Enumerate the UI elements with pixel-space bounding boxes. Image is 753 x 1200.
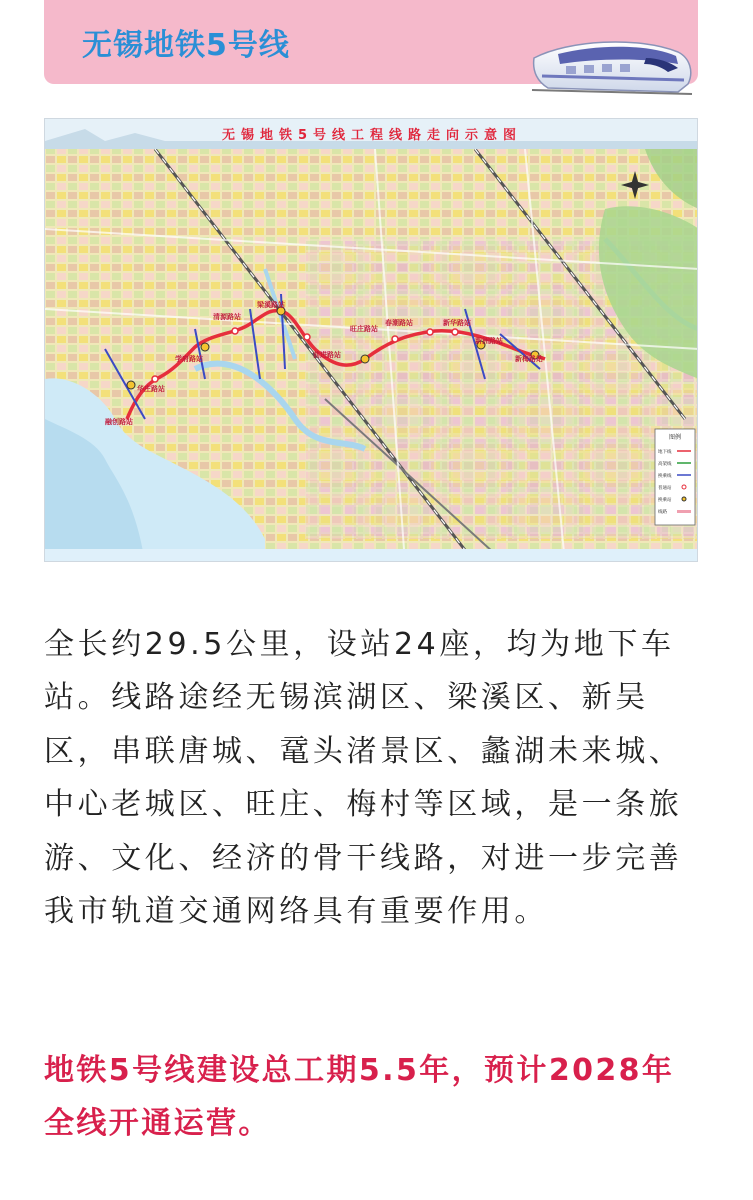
svg-text:高架线: 高架线 — [658, 462, 672, 467]
station-label: 旺庄路站 — [350, 325, 378, 333]
page-title: 无锡地铁5号线 — [82, 28, 290, 63]
route-map — [44, 118, 698, 562]
svg-text:线路: 线路 — [658, 510, 667, 515]
svg-text:图例: 图例 — [668, 434, 682, 441]
station-label: 清源路站 — [213, 313, 241, 321]
map-legend — [655, 429, 695, 525]
header-banner — [44, 0, 698, 84]
station-label: 融创路站 — [105, 418, 133, 426]
station-label: 前进路站 — [313, 351, 341, 359]
train-icon — [528, 32, 696, 98]
station-label: 华庄路站 — [137, 385, 165, 393]
map-title: 无锡地铁5号线工程线路走向示意图 — [221, 128, 523, 143]
route-map-svg — [45, 119, 698, 562]
station-label: 新洲路站 — [475, 337, 503, 345]
station-label: 学府路站 — [175, 355, 203, 363]
svg-text:普通站: 普通站 — [658, 486, 672, 491]
station-label: 新梅路站 — [515, 355, 543, 363]
svg-text:地下线: 地下线 — [658, 450, 672, 455]
svg-text:换乘线: 换乘线 — [658, 474, 672, 479]
svg-text:换乘站: 换乘站 — [658, 498, 672, 503]
station-label: 新华路站 — [443, 319, 471, 327]
highlight-paragraph: 地铁5号线建设总工期5.5年，预计2028年全线开通运营。 — [44, 1053, 675, 1142]
station-label: 梁溪路站 — [257, 301, 285, 309]
station-label: 春潮路站 — [385, 319, 413, 327]
description-paragraph: 全长约29.5公里，设站24座，均为地下车站。线路途经无锡滨湖区、梁溪区、新吴区，串联唐城、鼋头渚景区、蠡湖未来城、中心老城区、旺庄、梅村等区域，是一条旅游、文化、经济的骨干线路，对进一步完善我市轨道交通网络具有重要作用。 — [44, 627, 683, 930]
